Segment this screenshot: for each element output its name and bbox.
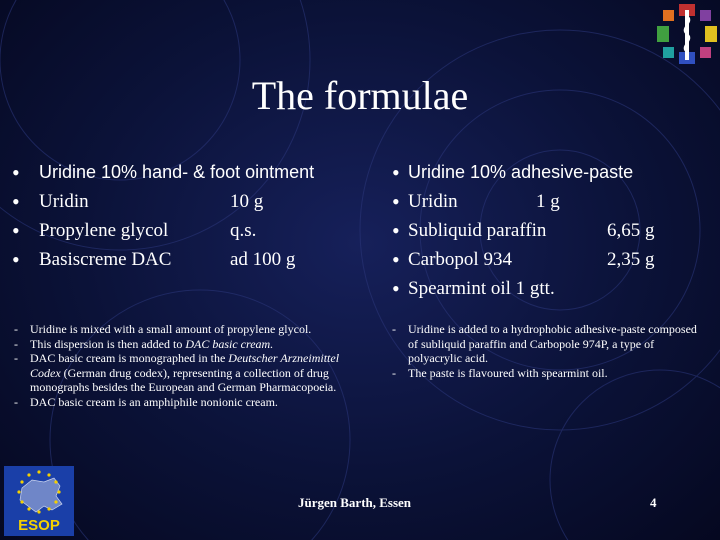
ingredient-name: Basiscreme DAC bbox=[39, 249, 172, 270]
list-item bbox=[392, 187, 712, 216]
bullet: • bbox=[12, 189, 20, 214]
bullet: • bbox=[12, 247, 20, 272]
ingredient-amount: 2,35 g bbox=[607, 249, 655, 270]
note-text: DAC basic cream is monographed in the Deutscher Arzneimittel Codex (German drug codex), representing a collection of drug monographs besides the European and German Pharmacopoeia. bbox=[30, 351, 340, 394]
list-item bbox=[392, 158, 712, 187]
pharmacy-cross-logo-icon bbox=[654, 0, 720, 70]
note-dash: - bbox=[14, 351, 18, 365]
ingredient-name: Uridin bbox=[408, 191, 458, 212]
note-item bbox=[14, 395, 354, 410]
note-text: Uridine is added to a hydrophobic adhesive-paste composed of subliquid paraffin and Carbopole 974P, a type of polyacrylic acid. bbox=[408, 322, 697, 365]
ingredient-amount: q.s. bbox=[230, 220, 257, 241]
ingredient-name: Propylene glycol bbox=[39, 220, 169, 241]
note-item bbox=[392, 322, 702, 366]
ingredient-amount: ad 100 g bbox=[230, 249, 296, 270]
page-number: 4 bbox=[650, 495, 657, 510]
footer-author: Jürgen Barth, Essen bbox=[298, 495, 412, 510]
italic-term: DAC basic cream. bbox=[185, 336, 274, 351]
note-item bbox=[14, 322, 354, 337]
note-text: DAC basic cream is an amphiphile nonionic cream. bbox=[30, 394, 278, 409]
note-dash: - bbox=[14, 336, 18, 351]
esop-logo bbox=[4, 466, 74, 536]
left-notes bbox=[14, 322, 354, 409]
bullet: • bbox=[392, 189, 400, 214]
bullet: • bbox=[392, 276, 400, 301]
ingredient-amount: 1 g bbox=[536, 191, 560, 212]
list-item bbox=[392, 245, 712, 274]
formula-heading: Uridine 10% adhesive-paste bbox=[408, 162, 634, 182]
note-dash: - bbox=[392, 322, 396, 336]
bullet: • bbox=[392, 160, 400, 185]
list-item bbox=[12, 245, 382, 274]
slide-title: The formulae bbox=[251, 73, 469, 118]
note-text: This dispersion is then added to DAC basic cream. bbox=[30, 336, 274, 351]
ingredient-name: Subliquid paraffin bbox=[408, 220, 547, 241]
ingredient-name: Carbopol 934 bbox=[408, 249, 512, 270]
right-notes bbox=[392, 322, 702, 380]
list-item bbox=[12, 158, 382, 187]
list-item bbox=[392, 216, 712, 245]
note-text: Uridine is mixed with a small amount of propylene glycol. bbox=[30, 322, 312, 336]
list-item bbox=[12, 216, 382, 245]
note-dash: - bbox=[392, 365, 396, 380]
ingredient-name: Spearmint oil 1 gtt. bbox=[408, 278, 555, 299]
note-text: The paste is flavoured with spearmint oil. bbox=[408, 365, 608, 380]
bullet: • bbox=[12, 218, 20, 243]
left-formula-list bbox=[12, 158, 382, 274]
formula-heading: Uridine 10% hand- & foot ointment bbox=[39, 162, 315, 182]
note-item bbox=[14, 337, 354, 352]
note-item bbox=[392, 366, 702, 381]
bullet: • bbox=[12, 160, 20, 185]
bullet: • bbox=[392, 218, 400, 243]
list-item bbox=[12, 187, 382, 216]
right-formula-list bbox=[392, 158, 712, 303]
ingredient-name: Uridin bbox=[39, 191, 89, 212]
ingredient-amount: 6,65 g bbox=[607, 220, 655, 241]
note-dash: - bbox=[14, 394, 18, 409]
note-item bbox=[14, 351, 354, 395]
italic-term: Deutscher Arzneimittel Codex bbox=[30, 351, 340, 380]
note-dash: - bbox=[14, 322, 18, 336]
logo-text: ESOP bbox=[18, 517, 60, 534]
ingredient-amount: 10 g bbox=[230, 191, 264, 212]
bullet: • bbox=[392, 247, 400, 272]
list-item bbox=[392, 274, 712, 303]
